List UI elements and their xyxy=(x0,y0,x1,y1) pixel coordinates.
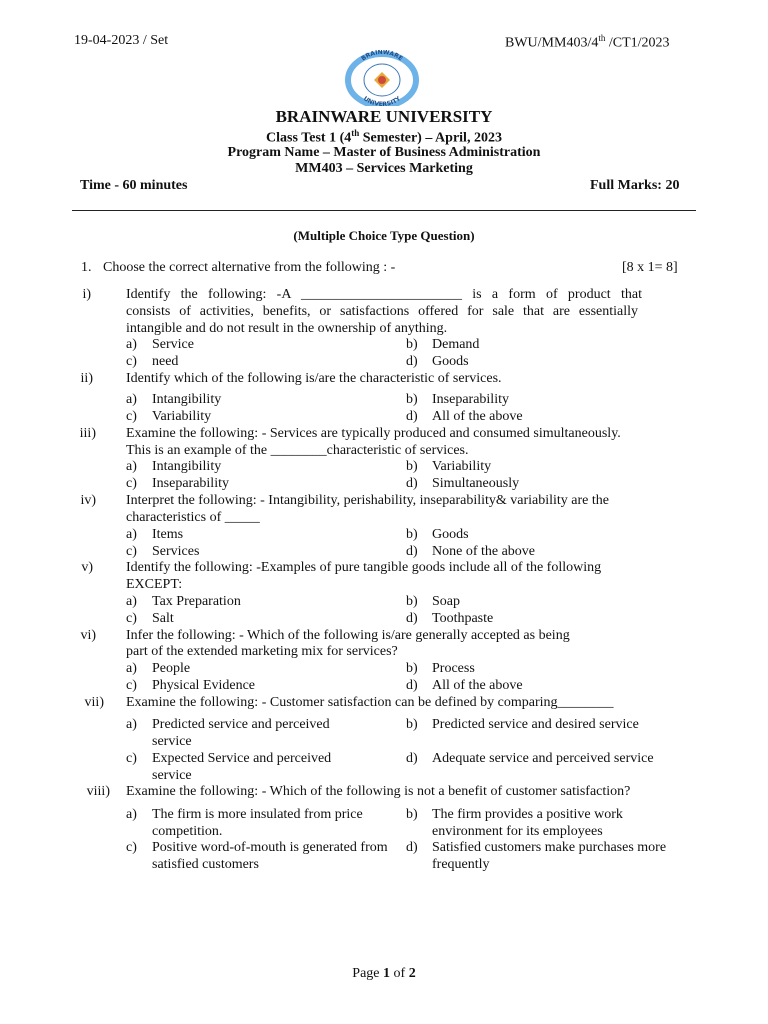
question-text-line: Identify which of the following is/are the characteristic of services. xyxy=(126,371,502,386)
question-number: iv) xyxy=(80,493,96,508)
question-text-line: Infer the following: - Which of the following is/are generally accepted as being xyxy=(126,628,570,643)
question-text-line: part of the extended marketing mix for services? xyxy=(126,644,398,659)
option-a: a) The firm is more insulated from price competition. xyxy=(126,807,363,839)
option-a: a) Intangibility xyxy=(126,459,222,474)
option-a: a) People xyxy=(126,661,191,676)
option-b: b) Goods xyxy=(406,527,469,542)
question-text-line: EXCEPT: xyxy=(126,577,183,592)
option-d: d) All of the above xyxy=(406,678,523,693)
question-text-line: intangible and do not result in the ownership of anything. xyxy=(126,321,448,336)
university-name: BRAINWARE UNIVERSITY xyxy=(275,107,493,126)
question-number: vi) xyxy=(80,628,96,643)
option-d: d) None of the above xyxy=(406,544,536,559)
question-text-line: Examine the following: - Customer satisfaction can be defined by comparing________ xyxy=(126,695,614,710)
question-number: v) xyxy=(81,560,93,575)
option-a: a) Items xyxy=(126,527,184,542)
header-divider xyxy=(72,210,696,211)
question-number: vii) xyxy=(84,695,104,710)
option-b: b) Demand xyxy=(406,337,480,352)
question-text-line: consists of activities, benefits, or satisfactions offered for sale that are essentially xyxy=(126,304,638,319)
option-c: c) Services xyxy=(126,544,200,559)
option-a: a) Intangibility xyxy=(126,392,222,407)
option-d: d) Goods xyxy=(406,354,469,369)
option-c: c) Expected Service and perceived service xyxy=(126,751,332,783)
option-c: c) Variability xyxy=(126,409,212,424)
page-number: Page 1 of 2 xyxy=(352,966,416,981)
option-b: b) Soap xyxy=(406,594,460,609)
option-c: c) Inseparability xyxy=(126,476,229,491)
university-logo xyxy=(341,50,423,106)
option-b: b) Inseparability xyxy=(406,392,509,407)
question-text-line: Interpret the following: - Intangibility, perishability, inseparability& variability are the xyxy=(126,493,609,508)
course-name: MM403 – Services Marketing xyxy=(295,161,473,176)
class-test-title: Class Test 1 (4th Semester) – April, 2023 xyxy=(266,128,502,146)
option-a: a) Service xyxy=(126,337,194,352)
question-text-line: Examine the following: - Which of the following is not a benefit of customer satisfaction? xyxy=(126,784,631,799)
svg-text:UNIVERSITY: UNIVERSITY xyxy=(361,95,403,106)
question-text-line: Identify the following: -A _______________________ is a form of product that xyxy=(126,287,642,302)
option-a: a) Predicted service and perceived service xyxy=(126,717,330,749)
section-heading: (Multiple Choice Type Question) xyxy=(293,228,475,243)
header-paper-code: BWU/MM403/4th /CT1/2023 xyxy=(505,33,670,51)
question-text-line: characteristics of _____ xyxy=(126,510,260,525)
option-b: b) Variability xyxy=(406,459,492,474)
question-number: ii) xyxy=(80,371,93,386)
option-d: d) Adequate service and perceived service xyxy=(406,751,654,766)
time-allowed: Time - 60 minutes xyxy=(80,178,188,193)
question-text-line: Examine the following: - Services are typically produced and consumed simultaneously. xyxy=(126,426,621,441)
header-date-set: 19-04-2023 / Set xyxy=(74,33,169,48)
question-text-line: Identify the following: -Examples of pure tangible goods include all of the following xyxy=(126,560,602,575)
option-c: c) Salt xyxy=(126,611,174,626)
option-d: d) Simultaneously xyxy=(406,476,520,491)
option-a: a) Tax Preparation xyxy=(126,594,241,609)
instruction-text: Choose the correct alternative from the following : - xyxy=(103,260,396,275)
question-number: iii) xyxy=(79,426,96,441)
option-b: b) Predicted service and desired service xyxy=(406,717,639,732)
program-name: Program Name – Master of Business Administration xyxy=(227,145,541,160)
option-c: c) Positive word-of-mouth is generated from satisfied customers xyxy=(126,840,388,872)
option-d: d) Satisfied customers make purchases more frequently xyxy=(406,840,667,872)
marks-allocation: [8 x 1= 8] xyxy=(622,260,678,275)
option-c: c) Physical Evidence xyxy=(126,678,256,693)
svg-text:BRAINWARE: BRAINWARE xyxy=(360,50,404,63)
option-d: d) Toothpaste xyxy=(406,611,494,626)
question-number: viii) xyxy=(86,784,110,799)
option-b: b) The firm provides a positive work environment for its employees xyxy=(406,807,623,839)
instruction-number: 1. xyxy=(81,260,92,275)
full-marks: Full Marks: 20 xyxy=(590,178,680,193)
option-d: d) All of the above xyxy=(406,409,523,424)
question-number: i) xyxy=(82,287,91,302)
question-text-line: This is an example of the ________characteristic of services. xyxy=(126,443,469,458)
option-c: c) need xyxy=(126,354,179,369)
option-b: b) Process xyxy=(406,661,475,676)
